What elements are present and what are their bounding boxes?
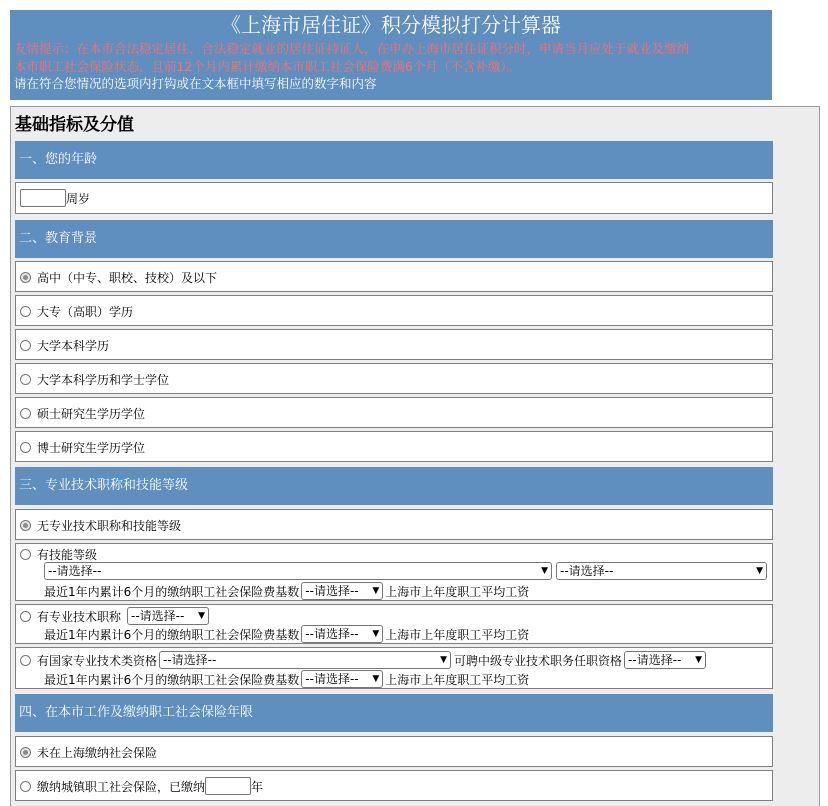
education-option-2[interactable] (15, 329, 773, 360)
education-label-2: 大学本科学历 (37, 339, 110, 353)
radio-education-1[interactable] (20, 306, 31, 317)
national-qualification-label: 有国家专业技术类资格 (37, 653, 158, 668)
radio-education-3[interactable] (20, 374, 31, 385)
section-title-skill: 三、专业技术职称和技能等级 (15, 467, 773, 505)
section-social-security: 四、在本市工作及缴纳职工社会保险年限 (15, 694, 773, 732)
pro-title-option[interactable] (15, 604, 773, 644)
page-title: 《上海市居住证》积分模拟打分计算器 (221, 13, 561, 37)
radio-education-4[interactable] (20, 408, 31, 419)
skill-category-select[interactable]: --请选择-- ▼ (44, 562, 552, 580)
education-option-3[interactable] (15, 363, 773, 394)
insurance-base-label: 最近1年内累计6个月的缴纳职工社会保险费基数 (44, 672, 300, 687)
avg-wage-label: 上海市上年度职工平均工资 (385, 627, 530, 642)
education-label-0: 高中（中专、职校、技校）及以下 (37, 271, 218, 285)
radio-education-5[interactable] (20, 442, 31, 453)
no-social-security-label: 未在上海缴纳社会保险 (37, 746, 158, 760)
no-title-option[interactable] (15, 509, 773, 540)
header-banner (10, 10, 772, 100)
education-label-3: 大学本科学历和学士学位 (37, 373, 170, 387)
skill-grade-select[interactable]: --请选择-- ▼ (556, 562, 767, 580)
chevron-down-icon: ▼ (695, 655, 703, 665)
skill-level-option[interactable] (15, 543, 773, 601)
national-qualification-option[interactable] (15, 647, 773, 689)
chevron-down-icon: ▼ (372, 629, 380, 639)
education-label-1: 大专（高职）学历 (37, 305, 134, 319)
chevron-down-icon: ▼ (198, 611, 206, 621)
radio-national-qualification[interactable] (20, 655, 31, 666)
no-social-security-option[interactable] (15, 736, 773, 767)
insurance-base-select-national[interactable]: --请选择-- ▼ (301, 670, 383, 688)
pro-title-label: 有专业技术职称 (37, 609, 122, 624)
radio-education-0[interactable] (20, 272, 31, 283)
age-row (15, 182, 773, 214)
mid-level-label: 可聘中级专业技术职务任职资格 (454, 653, 623, 668)
tip-text (10, 40, 772, 76)
chevron-down-icon: ▼ (541, 566, 548, 576)
mid-level-select[interactable]: --请选择-- ▼ (624, 651, 706, 669)
no-title-label: 无专业技术职称和技能等级 (37, 519, 182, 533)
avg-wage-label: 上海市上年度职工平均工资 (385, 672, 530, 687)
chevron-down-icon: ▼ (372, 674, 380, 684)
skill-level-label: 有技能等级 (37, 548, 98, 562)
insurance-base-select-skill[interactable]: --请选择-- ▼ (301, 582, 383, 600)
chevron-down-icon: ▼ (440, 655, 448, 665)
education-option-4[interactable] (15, 397, 773, 428)
years-unit: 年 (251, 779, 264, 794)
social-security-years-option[interactable] (15, 770, 773, 801)
age-unit: 周岁 (66, 191, 91, 206)
tip-line-1: 友情提示：在本市合法稳定居住、合法稳定就业的居住证持证人，在申办上海市居住证积分时，申请当月应处于就业及缴纳 (14, 41, 690, 56)
social-security-years-label: 缴纳城镇职工社会保险，已缴纳 (37, 779, 206, 794)
avg-wage-label: 上海市上年度职工平均工资 (385, 584, 530, 599)
section-age: 一、您的年龄 (15, 141, 773, 179)
radio-education-2[interactable] (20, 340, 31, 351)
chevron-down-icon: ▼ (756, 566, 763, 576)
radio-social-security-years[interactable] (20, 781, 31, 792)
insurance-base-label: 最近1年内累计6个月的缴纳职工社会保险费基数 (44, 584, 300, 599)
radio-skill-level[interactable] (20, 549, 31, 560)
age-input[interactable] (20, 189, 66, 207)
national-qualification-select[interactable]: --请选择-- ▼ (159, 651, 451, 669)
basic-indicators-panel (10, 106, 820, 806)
pro-title-select[interactable]: --请选择-- ▼ (127, 607, 209, 625)
education-option-5[interactable] (15, 431, 773, 462)
education-option-0[interactable] (15, 261, 773, 292)
instruction-text: 请在符合您情况的选项内打钩或在文本框中填写相应的数字和内容 (14, 76, 377, 91)
radio-no-social-security[interactable] (20, 747, 31, 758)
education-label-4: 硕士研究生学历学位 (37, 407, 146, 421)
radio-no-title[interactable] (20, 520, 31, 531)
social-security-years-input[interactable] (205, 777, 251, 795)
insurance-base-label: 最近1年内累计6个月的缴纳职工社会保险费基数 (44, 627, 300, 642)
radio-pro-title[interactable] (20, 611, 31, 622)
panel-title: 基础指标及分值 (15, 115, 134, 135)
insurance-base-select-pro[interactable]: --请选择-- ▼ (301, 625, 383, 643)
tip-line-2: 本市职工社会保险状态，且前12个月内累计缴纳本市职工社会保险费满6个月（不含补缴）。 (14, 59, 520, 74)
chevron-down-icon: ▼ (372, 586, 380, 596)
section-education: 二、教育背景 (15, 220, 773, 258)
education-option-1[interactable] (15, 295, 773, 326)
education-label-5: 博士研究生学历学位 (37, 441, 146, 455)
